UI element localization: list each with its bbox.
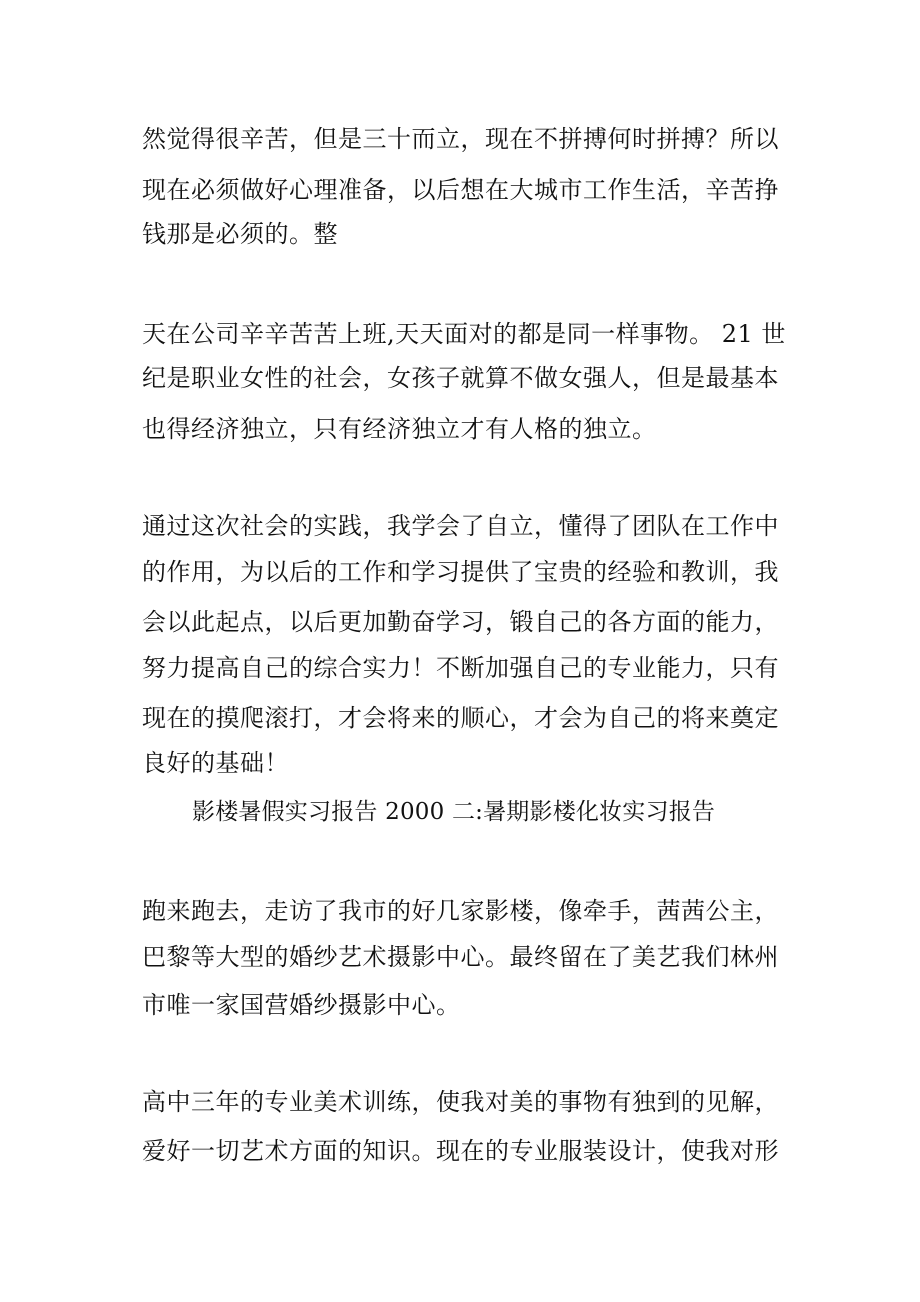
paragraph-3-line-4: 努力提高自己的综合实力！不断加强自己的专业能力，只有	[142, 654, 779, 682]
paragraph-3-line-5: 现在的摸爬滚打，才会将来的顺心，才会为自己的将来奠定	[142, 704, 779, 732]
paragraph-3-line-2: 的作用，为以后的工作和学习提供了宝贵的经验和教训，我	[142, 558, 779, 586]
paragraph-1-line-3: 钱那是必须的。整	[142, 220, 338, 248]
paragraph-3-line-6: 良好的基础！	[142, 749, 289, 777]
paragraph-5-line-1: 高中三年的专业美术训练，使我对美的事物有独到的见解，	[142, 1088, 779, 1116]
paragraph-4-line-1: 跑来跑去，走访了我市的好几家影楼，像牵手，茜茜公主，	[142, 897, 779, 925]
section-heading: 影楼暑假实习报告 2000 二:暑期影楼化妆实习报告	[192, 799, 716, 825]
paragraph-4-line-3: 市唯一家国营婚纱摄影中心。	[142, 991, 461, 1019]
paragraph-2-line-2: 纪是职业女性的社会，女孩子就算不做女强人，但是最基本	[142, 364, 779, 392]
paragraph-1-line-2: 现在必须做好心理准备，以后想在大城市工作生活，辛苦挣	[142, 176, 779, 204]
paragraph-3-line-3: 会以此起点，以后更加勤奋学习，锻自己的各方面的能力，	[142, 608, 779, 636]
paragraph-2-line-1: 天在公司辛辛苦苦上班,天天面对的都是同一样事物。 21 世	[142, 320, 786, 348]
paragraph-1-line-1: 然觉得很辛苦，但是三十而立，现在不拼搏何时拼搏？所以	[142, 125, 779, 153]
paragraph-3-line-1: 通过这次社会的实践，我学会了自立，懂得了团队在工作中	[142, 512, 779, 540]
paragraph-2-line-3: 也得经济独立，只有经济独立才有人格的独立。	[142, 415, 657, 443]
paragraph-4-line-2: 巴黎等大型的婚纱艺术摄影中心。最终留在了美艺我们林州	[142, 943, 779, 971]
paragraph-5-line-2: 爱好一切艺术方面的知识。现在的专业服装设计，使我对形	[142, 1137, 779, 1165]
